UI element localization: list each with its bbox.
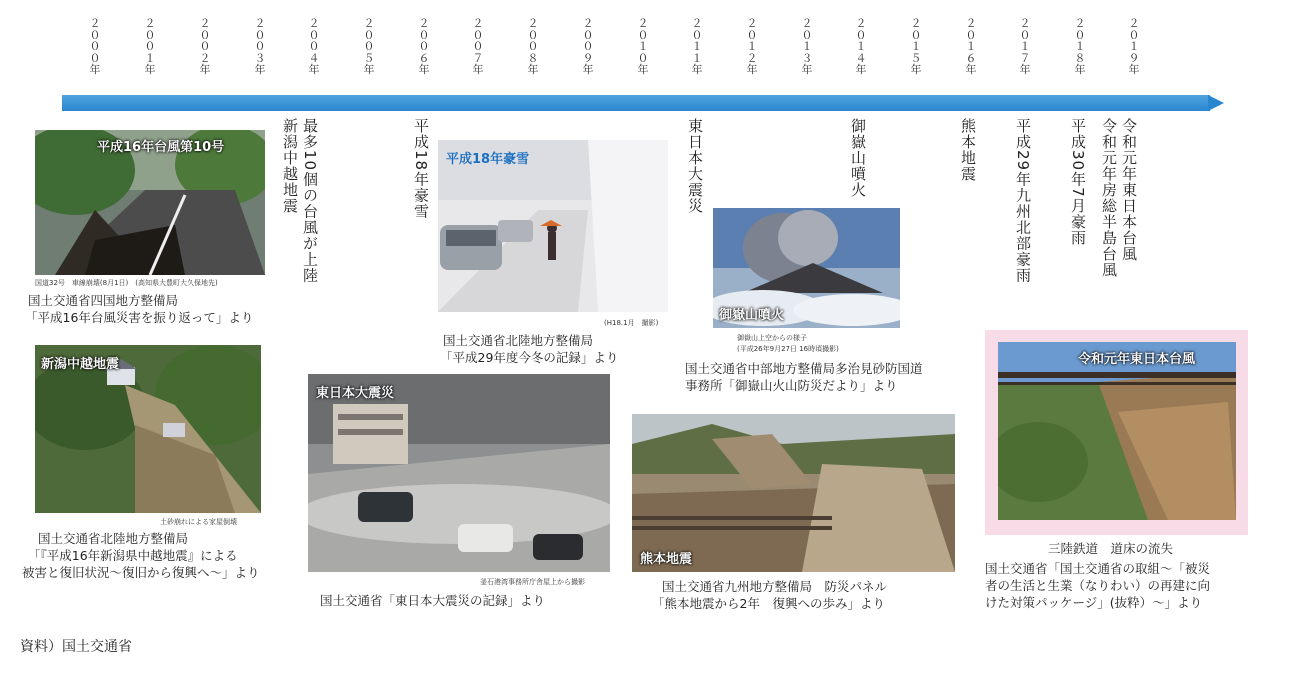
event-kumamoto: 熊本地震 <box>959 118 977 182</box>
photo-note: 釜石港湾事務所庁舎屋上から撮影 <box>480 578 585 586</box>
event-niigata: 新潟中越地震 <box>281 118 299 214</box>
event-boso-typhoon: 令和元年房総半島台風 <box>1100 118 1118 278</box>
year-label: ２０１３年 <box>801 17 813 76</box>
photo-caption: 被害と復旧状況～復旧から復興へ～」より <box>22 565 260 580</box>
photo-caption: 国土交通省中部地方整備局多治見砂防国道 <box>685 361 923 376</box>
photo-caption: 国土交通省四国地方整備局 <box>28 293 179 308</box>
photo-tsunami <box>308 374 610 572</box>
year-label: ２００８年 <box>527 17 539 76</box>
source-note: 資料）国土交通省 <box>20 639 132 655</box>
photo-ontake <box>713 208 900 328</box>
photo-tsunami-image <box>308 374 610 572</box>
year-label: ２００９年 <box>582 17 594 76</box>
photo-badge: 新潟中越地震 <box>41 357 120 372</box>
event-heavy-snow: 平成18年豪雪 <box>412 118 430 220</box>
photo-reiwa-image <box>998 342 1236 520</box>
photo-badge: 東日本大震災 <box>316 386 395 401</box>
photo-caption: 国土交通省九州地方整備局 防災パネル <box>662 579 888 594</box>
photo-note: 三陸鉄道 道床の流失 <box>1048 541 1174 556</box>
timeline-arrow <box>62 95 1210 111</box>
photo-badge: 御嶽山噴火 <box>719 308 785 323</box>
year-label: ２０１１年 <box>691 17 703 76</box>
year-label: ２００２年 <box>199 17 211 76</box>
photo-note: 土砂崩れによる家屋倒壊 <box>160 518 237 526</box>
year-label: ２００４年 <box>308 17 320 76</box>
year-label: ２０１７年 <box>1019 17 1031 76</box>
photo-badge: 平成16年台風第10号 <box>97 140 225 155</box>
photo-caption: 「平成29年度今冬の記録」より <box>440 350 619 365</box>
photo-caption: 事務所「御嶽山火山防災だより」より <box>685 378 898 393</box>
photo-caption: 国土交通省「東日本大震災の記録」より <box>320 593 546 608</box>
photo-caption: 「熊本地震から2年 復興への歩み」より <box>652 596 885 611</box>
photo-caption: 国土交通省「国土交通省の取組～「被災 <box>985 561 1211 576</box>
year-label: ２００３年 <box>254 17 266 76</box>
photo-note: (H18.1月 撮影) <box>604 319 659 327</box>
photo-note: 御嶽山上空からの様子 <box>737 334 807 342</box>
year-label: ２０００年 <box>89 17 101 76</box>
year-label: ２０１４年 <box>855 17 867 76</box>
photo-badge: 令和元年東日本台風 <box>1078 352 1196 367</box>
photo-badge: 熊本地震 <box>640 552 693 567</box>
photo-typhoon-10 <box>35 130 265 275</box>
photo-caption: 「平成16年台風災害を振り返って」より <box>25 310 254 325</box>
year-label: ２０１９年 <box>1128 17 1140 76</box>
year-label: ２０１８年 <box>1074 17 1086 76</box>
photo-heavy-snow <box>438 140 668 312</box>
photo-caption: 国土交通省北陸地方整備局 <box>443 333 594 348</box>
event-east-japan-quake: 東日本大震災 <box>686 118 704 214</box>
photo-caption: けた対策パッケージ」(抜粋）～」より <box>985 595 1203 610</box>
event-typhoon-10: 最多10個の台風が上陸 <box>301 118 319 284</box>
year-label: ２０１５年 <box>910 17 922 76</box>
year-label: ２００１年 <box>144 17 156 76</box>
photo-caption: 国土交通省北陸地方整備局 <box>38 531 189 546</box>
photo-note: (平成26年9月27日 16時頃撮影) <box>737 345 839 353</box>
year-label: ２００６年 <box>418 17 430 76</box>
event-east-japan-typhoon: 令和元年東日本台風 <box>1120 118 1138 262</box>
photo-reiwa-typhoon <box>998 342 1236 520</box>
photo-kumamoto <box>632 414 955 572</box>
arrow-head-icon <box>1208 95 1224 111</box>
photo-badge: 平成18年豪雪 <box>446 152 530 167</box>
year-label: ２００５年 <box>363 17 375 76</box>
year-label: ２０１６年 <box>965 17 977 76</box>
photo-caption: 者の生活と生業（なりわい）の再建に向 <box>985 578 1211 593</box>
event-kyushu-rain: 平成29年九州北部豪雨 <box>1014 118 1032 284</box>
event-ontake: 御嶽山噴火 <box>849 118 867 198</box>
photo-niigata <box>35 345 261 513</box>
year-label: ２０１２年 <box>746 17 758 76</box>
event-july-2018-rain: 平成30年7月豪雨 <box>1069 118 1087 246</box>
photo-note: 国道32号 車線崩壊(8月1日) (高知県大豊町大久保地先) <box>35 279 218 287</box>
year-label: ２０１０年 <box>637 17 649 76</box>
year-label: ２００７年 <box>472 17 484 76</box>
photo-caption: 「『平成16年新潟県中越地震』による <box>28 548 238 563</box>
